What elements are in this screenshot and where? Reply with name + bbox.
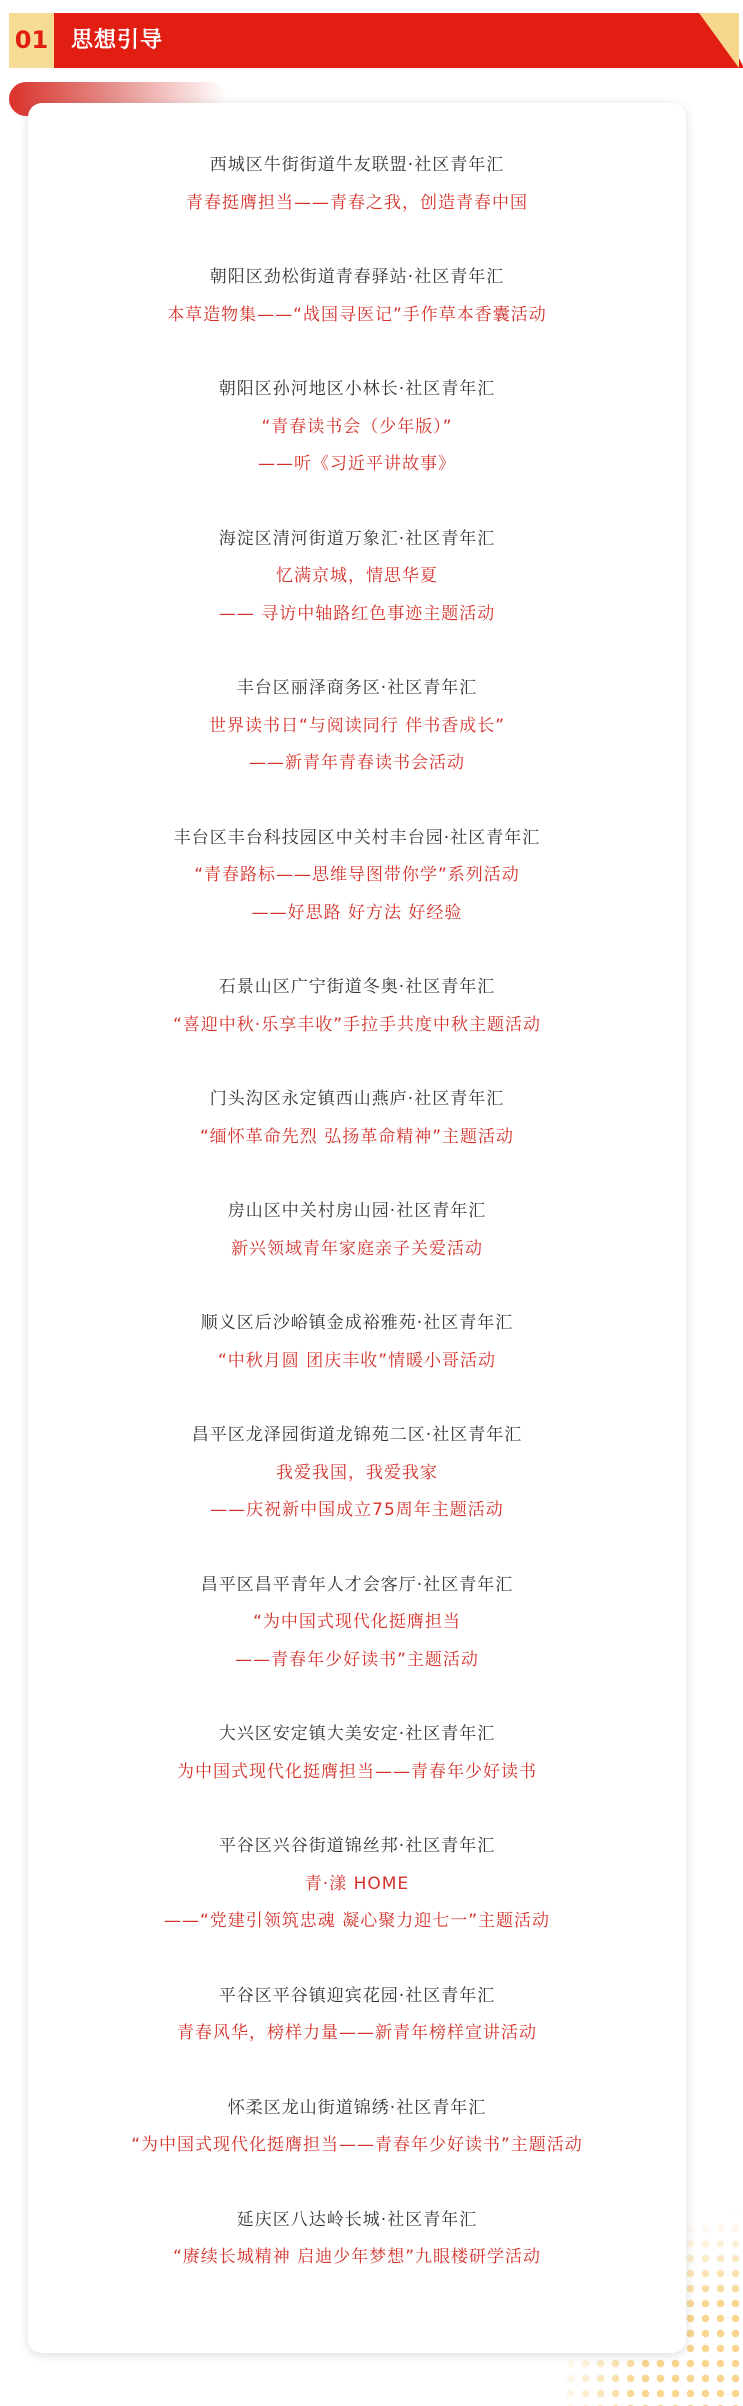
entry-location: 昌平区昌平青年人才会客厅·社区青年汇: [200, 1574, 514, 1595]
content-card: [28, 103, 686, 2353]
entry-activity-line: “中秋月圆 团庆丰收”情暖小哥活动: [217, 1350, 497, 1371]
entry-activity-line: “为中国式现代化挺膺担当: [253, 1612, 461, 1632]
list-item: [28, 147, 686, 222]
entry-location: 朝阳区孙河地区小林长·社区青年汇: [218, 379, 496, 399]
entry-location: 朝阳区劲松街道青春驿站·社区青年汇: [209, 267, 505, 287]
entry-location: 昌平区龙泽园街道龙锦苑二区·社区青年汇: [191, 1425, 523, 1445]
entry-activity-line: 青春风华，榜样力量——新青年榜样宣讲活动: [177, 2023, 537, 2043]
entry-location: 房山区中关村房山园·社区青年汇: [227, 1201, 487, 1221]
list-item: [28, 1081, 686, 1156]
list-item: [28, 1567, 686, 1680]
entry-location: 平谷区平谷镇迎宾花园·社区青年汇: [218, 1985, 496, 2006]
entry-activity-line: “青春读书会（少年版）”: [261, 416, 453, 437]
entry-activity-line: 青·漾 HOME: [304, 1873, 410, 1894]
section-number: 01: [9, 13, 54, 68]
entry-activity-line: ——听《习近平讲故事》: [258, 454, 456, 474]
list-item: [28, 2202, 686, 2277]
entry-activity-line: 新兴领域青年家庭亲子关爱活动: [231, 1238, 483, 1259]
section-title: 思想引导: [71, 28, 164, 53]
list-item: [28, 521, 686, 634]
entry-location: 丰台区丽泽商务区·社区青年汇: [236, 678, 478, 698]
list-item: [28, 1305, 686, 1380]
entry-location: 西城区牛街街道牛友联盟·社区青年汇: [209, 155, 505, 175]
list-item: [28, 670, 686, 783]
entry-activity-line: 世界读书日“与阅读同行 伴书香成长”: [208, 715, 506, 736]
entry-activity-line: 本草造物集——“战国寻医记”手作草本香囊活动: [167, 304, 547, 325]
entry-activity-line: “青春路标——思维导图带你学”系列活动: [194, 865, 520, 885]
list-item: [28, 1978, 686, 2053]
entry-activity-line: 青春挺膺担当——青春之我，创造青春中国: [186, 192, 528, 213]
entry-activity-line: —— 寻访中轴路红色事迹主题活动: [218, 603, 496, 624]
entry-activity-line: 为中国式现代化挺膺担当——青春年少好读书: [177, 1761, 537, 1782]
entry-location: 怀柔区龙山街道锦绣·社区青年汇: [227, 2097, 487, 2118]
entry-activity-line: ——新青年青春读书会活动: [249, 753, 465, 773]
list-item: [28, 969, 686, 1044]
list-item: [28, 1716, 686, 1791]
entry-location: 门头沟区永定镇西山燕庐·社区青年汇: [209, 1089, 505, 1109]
entry-activity-line: ——好思路 好方法 好经验: [251, 902, 463, 923]
entry-activity-line: ——青春年少好读书”主题活动: [235, 1649, 479, 1670]
list-item: [28, 1193, 686, 1268]
entry-activity-line: 我爱我国，我爱我家: [276, 1462, 438, 1483]
entry-activity-line: “赓续长城精神 启迪少年梦想”九眼楼研学活动: [172, 2247, 542, 2267]
entry-list: [28, 147, 686, 2314]
list-item: [28, 259, 686, 334]
entry-location: 海淀区清河街道万象汇·社区青年汇: [218, 528, 496, 549]
entry-location: 丰台区丰台科技园区中关村丰台园·社区青年汇: [173, 827, 541, 848]
entry-location: 大兴区安定镇大美安定·社区青年汇: [218, 1724, 496, 1744]
entry-activity-line: “喜迎中秋·乐享丰收”手拉手共度中秋主题活动: [172, 1014, 542, 1035]
entry-activity-line: ——“党建引领筑忠魂 凝心聚力迎七一”主题活动: [163, 1911, 551, 1931]
list-item: [28, 820, 686, 933]
list-item: [28, 2090, 686, 2165]
section-header: [9, 13, 739, 68]
list-item: [28, 371, 686, 484]
entry-location: 顺义区后沙峪镇金成裕雅苑·社区青年汇: [200, 1313, 514, 1333]
entry-activity-line: 忆满京城，情思华夏: [276, 566, 438, 586]
entry-activity-line: ——庆祝新中国成立75周年主题活动: [210, 1500, 504, 1520]
entry-location: 延庆区八达岭长城·社区青年汇: [236, 2209, 478, 2230]
entry-location: 石景山区广宁街道冬奥·社区青年汇: [218, 977, 496, 997]
entry-location: 平谷区兴谷街道锦丝邦·社区青年汇: [218, 1836, 496, 1856]
entry-activity-line: “为中国式现代化挺膺担当——青春年少好读书”主题活动: [131, 2135, 583, 2155]
list-item: [28, 1828, 686, 1941]
list-item: [28, 1417, 686, 1530]
entry-activity-line: “缅怀革命先烈 弘扬革命精神”主题活动: [199, 1126, 515, 1147]
